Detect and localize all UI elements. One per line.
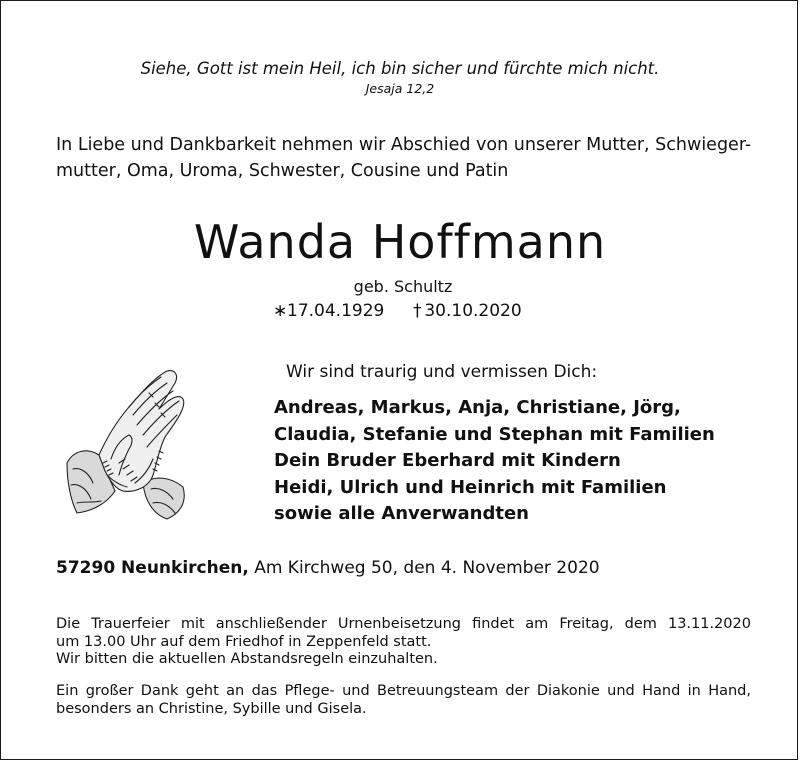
funeral-info-line: um 13.00 Uhr auf dem Friedhof in Zeppenfeld statt. xyxy=(56,633,432,650)
mourner-line: sowie alle Anverwandten xyxy=(274,503,529,524)
farewell-intro-line: mutter, Oma, Uroma, Schwester, Cousine und Patin xyxy=(56,161,509,181)
thanks-note-line: Ein großer Dank geht an das Pflege- und Betreuungsteam der Diakonie und Hand in Hand, xyxy=(56,683,751,699)
maiden-name: geb. Schultz xyxy=(353,277,453,296)
deceased-name: Wanda Hoffmann xyxy=(193,215,607,269)
funeral-info-line: Die Trauerfeier mit anschließender Urnenbeisetzung findet am Freitag, dem 13.11.2020 xyxy=(56,616,751,632)
funeral-info-line: Wir bitten die aktuellen Abstandsregeln einzuhalten. xyxy=(56,651,438,667)
thanks-note xyxy=(56,683,751,718)
thanks-note-line: besonders an Christine, Sybille und Gisela. xyxy=(56,700,367,717)
farewell-intro-line: In Liebe und Dankbarkeit nehmen wir Abschied von unserer Mutter, Schwieger- xyxy=(56,135,752,155)
mourner-line: Dein Bruder Eberhard mit Kindern xyxy=(274,450,621,471)
address-detail: Am Kirchweg 50, den 4. November 2020 xyxy=(248,558,600,578)
death-cross-icon: † xyxy=(413,301,422,321)
mourner-line: Claudia, Stefanie und Stephan mit Familien xyxy=(274,423,715,445)
farewell-intro xyxy=(56,132,756,184)
praying-hands-icon xyxy=(63,363,198,523)
bible-verse: Siehe, Gott ist mein Heil, ich bin sicher und fürchte mich nicht. xyxy=(140,59,660,78)
life-dates xyxy=(273,301,522,321)
death-date: 30.10.2020 xyxy=(424,301,522,321)
address-line xyxy=(56,558,600,578)
funeral-info xyxy=(56,616,751,669)
mourners-intro: Wir sind traurig und vermissen Dich: xyxy=(286,362,598,382)
birth-date: 17.04.1929 xyxy=(287,301,385,321)
birth-star-icon: ∗ xyxy=(273,301,288,321)
mourners-list xyxy=(274,395,715,528)
address-city: 57290 Neunkirchen, xyxy=(56,558,249,578)
mourner-line: Andreas, Markus, Anja, Christiane, Jörg, xyxy=(274,397,681,418)
bible-verse-source: Jesaja 12,2 xyxy=(365,81,435,96)
mourner-line: Heidi, Ulrich und Heinrich mit Familien xyxy=(274,476,667,498)
